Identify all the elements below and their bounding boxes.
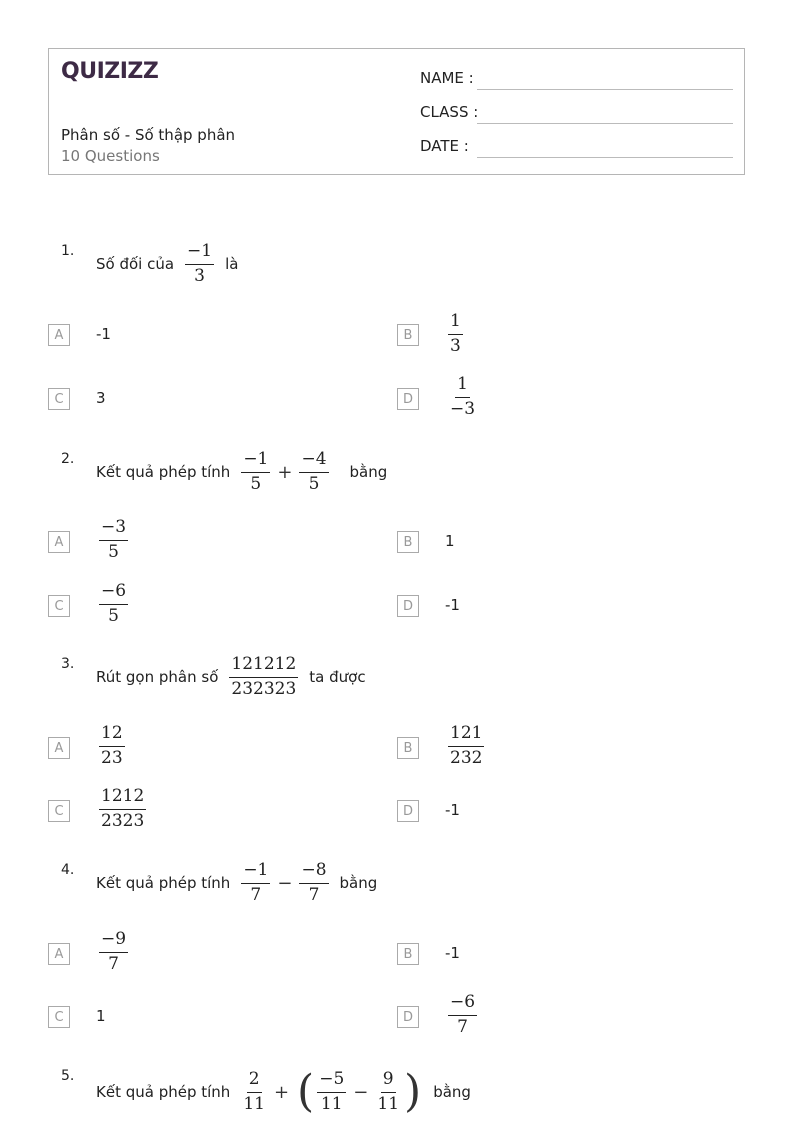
option-badge-a[interactable]: A xyxy=(48,943,70,965)
right-paren: ) xyxy=(404,1066,422,1117)
fraction: $\frac{-1}{7}$ xyxy=(243,859,269,905)
fraction: $\frac{-1}{5}$ xyxy=(243,448,269,494)
option-d[interactable]: -1 xyxy=(445,596,460,614)
operator: + xyxy=(273,1081,290,1103)
option-a[interactable]: -1 xyxy=(96,325,111,343)
question-prompt: Kết quả phép tính xyxy=(96,463,231,481)
fraction: $\frac{-5}{11}$ xyxy=(319,1068,345,1114)
option-badge-c[interactable]: C xyxy=(48,1006,70,1028)
quizizz-logo: QUIZIZZ xyxy=(61,59,159,84)
operator: + xyxy=(277,461,293,483)
question-text xyxy=(96,448,387,496)
class-field[interactable] xyxy=(477,123,733,124)
fraction: $\frac{9}{11}$ xyxy=(377,1068,400,1114)
name-label: NAME : xyxy=(420,69,474,87)
option-c[interactable]: 3 xyxy=(96,389,106,407)
option-b[interactable]: $\frac{121}{232}$ xyxy=(450,723,483,768)
option-badge-a[interactable]: A xyxy=(48,531,70,553)
question-number: 2. xyxy=(61,451,75,467)
option-badge-a[interactable]: A xyxy=(48,324,70,346)
option-badge-c[interactable]: C xyxy=(48,800,70,822)
question-prompt: Kết quả phép tính xyxy=(96,1083,231,1101)
question-suffix: ta được xyxy=(309,668,366,686)
date-field[interactable] xyxy=(477,157,733,158)
fraction: $\frac{-8}{7}$ xyxy=(301,859,327,905)
class-label: CLASS : xyxy=(420,103,479,121)
option-a[interactable]: $\frac{12}{23}$ xyxy=(101,723,123,768)
operator: − xyxy=(353,1081,369,1103)
option-badge-c[interactable]: C xyxy=(48,595,70,617)
option-b[interactable]: -1 xyxy=(445,944,460,962)
question-prompt: Số đối của xyxy=(96,255,175,273)
worksheet-header xyxy=(48,48,745,175)
question-text xyxy=(96,859,377,907)
option-b[interactable]: 1 xyxy=(445,532,455,550)
question-count: 10 Questions xyxy=(61,147,160,165)
question-number: 5. xyxy=(61,1068,75,1084)
option-a[interactable]: $\frac{-3}{5}$ xyxy=(101,517,127,562)
option-c[interactable]: $\frac{-6}{5}$ xyxy=(101,581,127,626)
worksheet-title: Phân số - Số thập phân xyxy=(61,126,236,144)
option-badge-b[interactable]: B xyxy=(397,531,419,553)
option-badge-d[interactable]: D xyxy=(397,1006,419,1028)
option-badge-d[interactable]: D xyxy=(397,800,419,822)
question-text xyxy=(96,653,366,701)
option-badge-b[interactable]: B xyxy=(397,943,419,965)
option-b[interactable]: $\frac{1}{3}$ xyxy=(450,311,461,356)
name-field[interactable] xyxy=(477,89,733,90)
date-label: DATE : xyxy=(420,137,469,155)
option-d[interactable]: -1 xyxy=(445,801,460,819)
fraction: $\frac{-4}{5}$ xyxy=(301,448,327,494)
option-d[interactable]: $\frac{1}{-3}$ xyxy=(450,374,476,419)
question-suffix: bằng xyxy=(433,1083,471,1101)
question-number: 1. xyxy=(61,243,75,259)
question-number: 3. xyxy=(61,656,75,672)
option-badge-d[interactable]: D xyxy=(397,595,419,617)
operator: − xyxy=(277,872,293,894)
question-suffix: bằng xyxy=(349,463,388,481)
option-badge-c[interactable]: C xyxy=(48,388,70,410)
option-badge-b[interactable]: B xyxy=(397,324,419,346)
fraction: $\frac{-1}{3}$ xyxy=(187,240,213,286)
option-a[interactable]: $\frac{-9}{7}$ xyxy=(101,929,127,974)
question-prompt: Kết quả phép tính xyxy=(96,874,231,892)
option-d[interactable]: $\frac{-6}{7}$ xyxy=(450,992,476,1037)
question-text xyxy=(96,240,238,288)
question-suffix: là xyxy=(225,255,239,273)
option-c[interactable]: $\frac{1212}{2323}$ xyxy=(101,786,145,831)
fraction: $\frac{2}{11}$ xyxy=(243,1068,265,1114)
question-text xyxy=(96,1066,471,1118)
left-paren: ( xyxy=(297,1066,315,1117)
fraction: $\frac{121212}{232323}$ xyxy=(231,653,297,699)
option-badge-b[interactable]: B xyxy=(397,737,419,759)
option-c[interactable]: 1 xyxy=(96,1007,106,1025)
option-badge-d[interactable]: D xyxy=(397,388,419,410)
question-suffix: bằng xyxy=(339,874,378,892)
option-badge-a[interactable]: A xyxy=(48,737,70,759)
question-prompt: Rút gọn phân số xyxy=(96,668,219,686)
question-number: 4. xyxy=(61,862,75,878)
